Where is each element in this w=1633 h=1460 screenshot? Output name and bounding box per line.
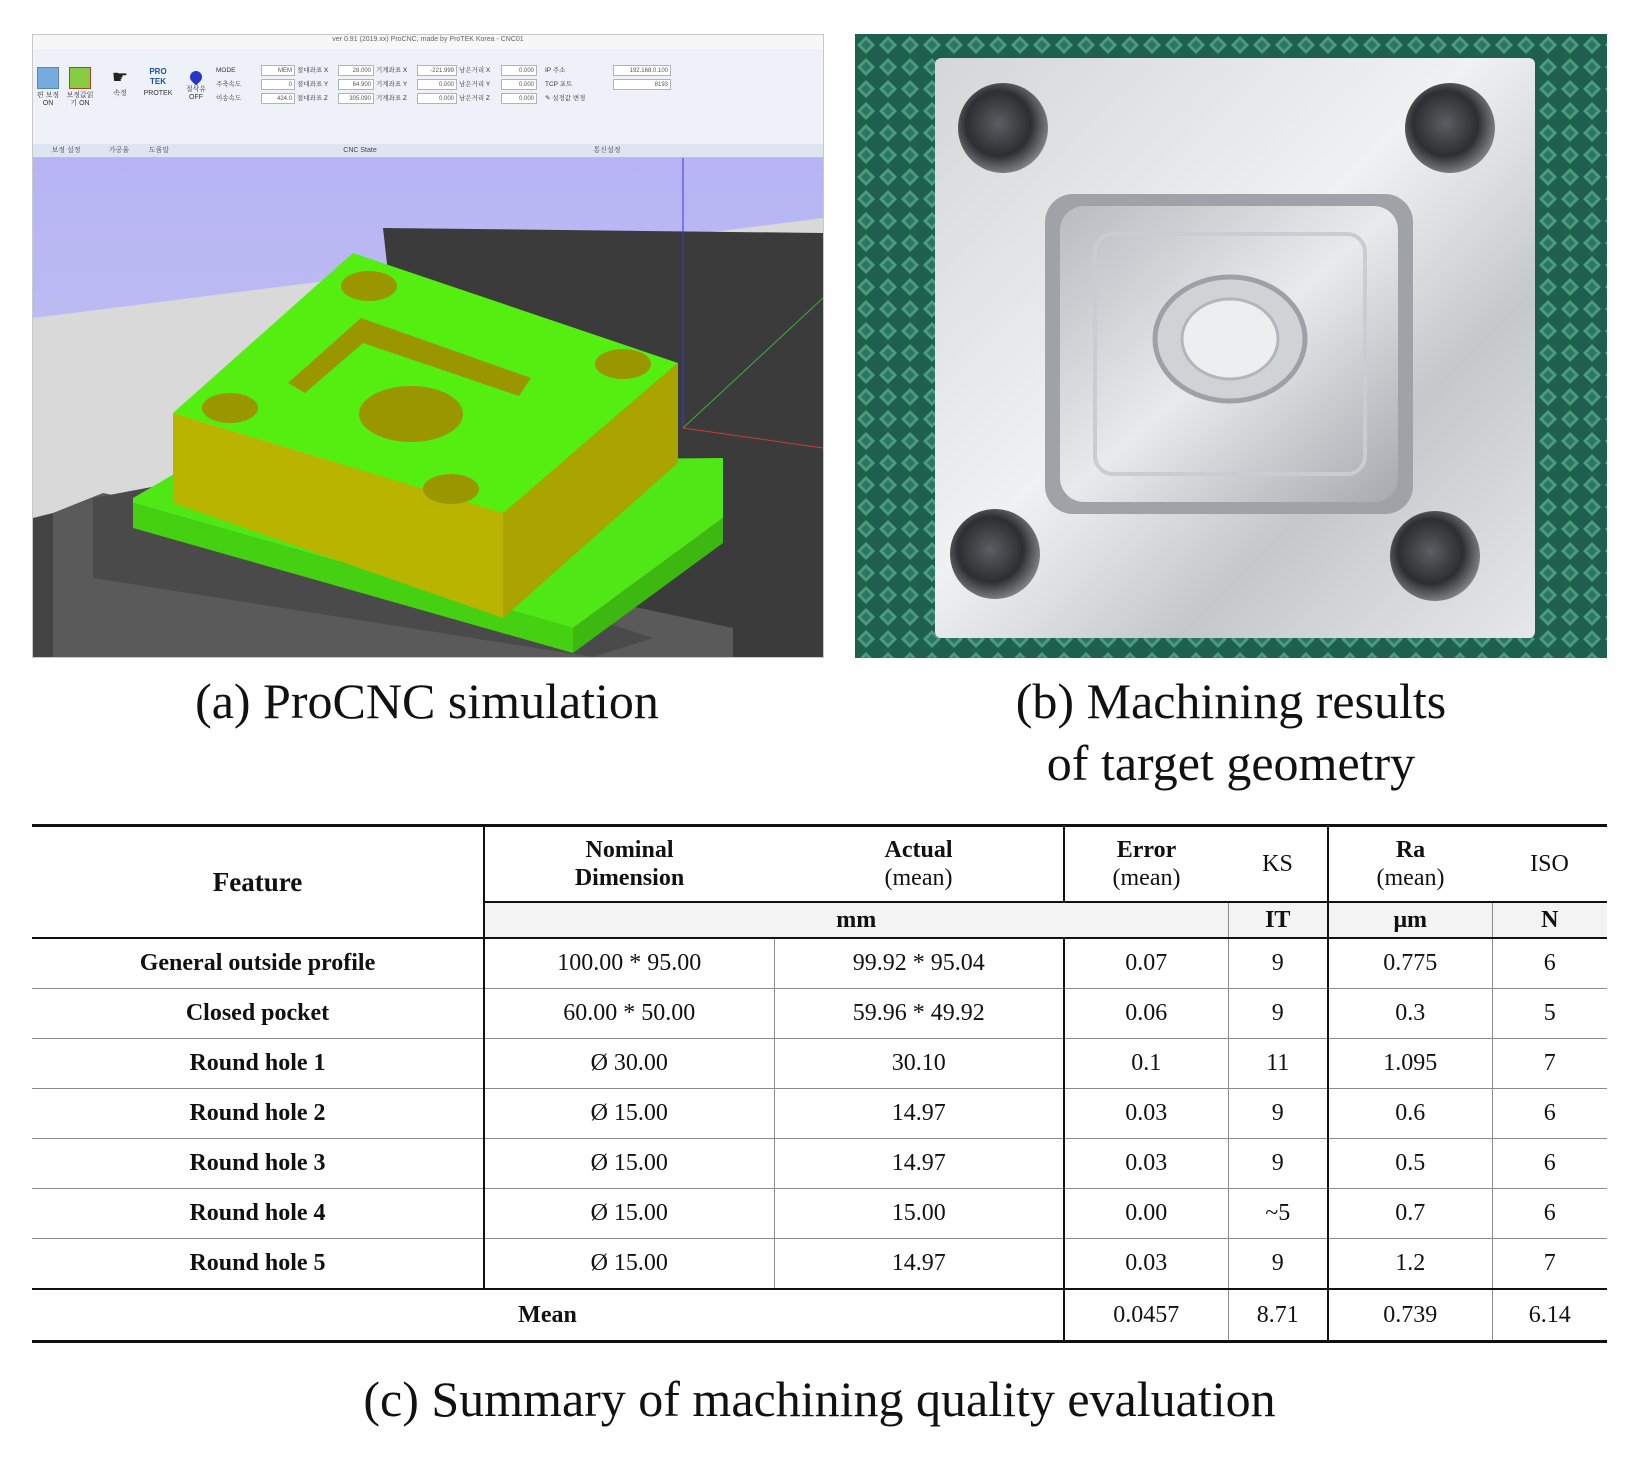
mean-error: 0.0457 (1064, 1289, 1228, 1342)
table-row (32, 1089, 1607, 1139)
unit-um: μm (1328, 902, 1492, 938)
table-row (32, 989, 1607, 1039)
header-ra-line2: (mean) (1376, 865, 1445, 891)
row-iso: 6 (1492, 1139, 1607, 1189)
group-comm: 통신설정 (541, 144, 674, 157)
table-row (32, 938, 1607, 989)
table-row (32, 1039, 1607, 1089)
row-nominal: 60.00 * 50.00 (484, 989, 774, 1039)
mac-x-label: 기계좌표 X (376, 67, 408, 74)
speed-button[interactable] (105, 67, 135, 98)
row-ra: 1.095 (1328, 1039, 1492, 1089)
corner-hole-front (423, 474, 479, 504)
row-error: 0.07 (1064, 938, 1228, 989)
rem-x-label: 남은거리 X (459, 67, 491, 74)
row-feature: Round hole 1 (32, 1039, 484, 1089)
unit-it: IT (1228, 902, 1328, 938)
spindle-label: 이송속도 (216, 95, 242, 102)
corner-hole-top-right (1405, 83, 1495, 173)
row-actual: 59.96 * 49.92 (774, 989, 1064, 1039)
table-row (32, 1239, 1607, 1290)
header-iso: ISO (1492, 826, 1607, 903)
row-iso: 7 (1492, 1239, 1607, 1290)
abs-y-value: 64.900 (338, 79, 374, 90)
row-ks: 9 (1228, 1239, 1328, 1290)
offset-read-button[interactable] (65, 67, 95, 108)
row-error: 0.06 (1064, 989, 1228, 1039)
ribbon-toolbar (33, 49, 823, 158)
rem-y-value: 0.000 (501, 79, 537, 90)
mac-y-label: 기계좌표 Y (376, 81, 408, 88)
port-label: TCP 포트 (545, 81, 573, 88)
mac-y-value: 0.000 (417, 79, 457, 90)
ip-label: IP 주소 (545, 67, 566, 74)
row-feature: Closed pocket (32, 989, 484, 1039)
mean-ra: 0.739 (1328, 1289, 1492, 1342)
header-ks: KS (1228, 826, 1328, 903)
mac-z-label: 기계좌표 Z (376, 95, 407, 102)
unit-mm: mm (484, 902, 1228, 938)
header-ra-line1: Ra (1395, 837, 1426, 863)
header-actual-line2: (mean) (884, 865, 953, 891)
mac-x-value: -221.999 (417, 65, 457, 76)
rem-y-label: 남은거리 Y (459, 81, 491, 88)
coolant-button[interactable] (181, 67, 211, 102)
abs-x-value: 28.000 (338, 65, 374, 76)
abs-x-label: 절대좌표 X (297, 67, 329, 74)
rem-z-label: 남은거리 Z (459, 95, 490, 102)
machining-quality-table (32, 824, 1607, 1343)
row-iso: 6 (1492, 938, 1607, 989)
table-row (32, 1189, 1607, 1239)
row-ks: 9 (1228, 938, 1328, 989)
header-nominal-line1: Nominal (585, 837, 674, 863)
row-error: 0.03 (1064, 1139, 1228, 1189)
group-offset: 보정 설정 (33, 144, 100, 157)
caption-b-line1: (b) Machining results (1015, 673, 1447, 729)
abs-y-label: 절대좌표 Y (297, 81, 329, 88)
row-actual: 30.10 (774, 1039, 1064, 1089)
row-nominal: Ø 15.00 (484, 1139, 774, 1189)
mac-z-value: 0.000 (417, 93, 457, 104)
row-actual: 99.92 * 95.04 (774, 938, 1064, 989)
feed-icon: ☛ (111, 67, 129, 87)
header-nominal-line2: Dimension (574, 865, 685, 891)
offset-icon (37, 67, 59, 89)
machined-part-photo (855, 34, 1607, 658)
row-feature: Round hole 4 (32, 1189, 484, 1239)
row-ra: 0.3 (1328, 989, 1492, 1039)
row-ra: 0.5 (1328, 1139, 1492, 1189)
center-round-hole (359, 386, 463, 442)
corner-hole-back (341, 271, 397, 301)
row-nominal: Ø 30.00 (484, 1039, 774, 1089)
corner-hole-top-left (958, 83, 1048, 173)
row-feature: Round hole 3 (32, 1139, 484, 1189)
row-nominal: Ø 15.00 (484, 1239, 774, 1290)
mode-label: MODE (216, 67, 236, 74)
port-field[interactable]: 8193 (613, 79, 671, 90)
corner-hole-bottom-left (950, 509, 1040, 599)
header-ra (1328, 826, 1492, 903)
mean-ks: 8.71 (1228, 1289, 1328, 1342)
corner-hole-right (595, 349, 651, 379)
row-iso: 6 (1492, 1089, 1607, 1139)
offset-set-label: 편 보정 ON (36, 92, 60, 107)
protek-label: PROTEK (143, 90, 173, 97)
center-round-hole (1182, 299, 1278, 379)
row-error: 0.00 (1064, 1189, 1228, 1239)
row-actual: 15.00 (774, 1189, 1064, 1239)
row-feature: General outside profile (32, 938, 484, 989)
rem-x-value: 0.000 (501, 65, 537, 76)
group-rate: 가공율 (99, 144, 140, 157)
header-actual-line1: Actual (884, 837, 953, 863)
group-help: 도움말 (139, 144, 180, 157)
offset-read-label: 보정값읽기 ON (66, 92, 94, 107)
row-nominal: Ø 15.00 (484, 1089, 774, 1139)
row-iso: 7 (1492, 1039, 1607, 1089)
read-icon (69, 67, 91, 89)
coolant-label: 절삭유 OFF (185, 86, 207, 101)
procnc-simulation-screenshot (32, 34, 824, 658)
header-error-line2: (mean) (1112, 865, 1181, 891)
row-ra: 0.7 (1328, 1189, 1492, 1239)
feed-label: 주축속도 (216, 81, 242, 88)
corner-hole-left (202, 393, 258, 423)
row-nominal: 100.00 * 95.00 (484, 938, 774, 989)
group-empty (673, 144, 823, 157)
3d-viewport[interactable] (33, 158, 823, 657)
row-nominal: Ø 15.00 (484, 1189, 774, 1239)
header-feature: Feature (32, 826, 484, 939)
row-error: 0.1 (1064, 1039, 1228, 1089)
row-iso: 6 (1492, 1189, 1607, 1239)
row-ks: 11 (1228, 1039, 1328, 1089)
caption-c: (c) Summary of machining quality evaluation (363, 1371, 1276, 1427)
row-error: 0.03 (1064, 1089, 1228, 1139)
row-ks: ~5 (1228, 1189, 1328, 1239)
row-feature: Round hole 5 (32, 1239, 484, 1290)
row-ra: 0.6 (1328, 1089, 1492, 1139)
header-actual (774, 826, 1064, 903)
header-error-line1: Error (1116, 837, 1177, 863)
row-ks: 9 (1228, 1139, 1328, 1189)
mean-row (32, 1289, 1607, 1342)
feed-value: 0 (261, 79, 295, 90)
window-title: ver 0.91 (2019.xx) ProCNC, made by ProTEK Korea - CNC01 (33, 35, 823, 49)
caption-a: (a) ProCNC simulation (195, 673, 659, 729)
offset-set-button[interactable] (33, 67, 63, 108)
unit-n: N (1492, 902, 1607, 938)
abs-z-label: 절대좌표 Z (297, 95, 328, 102)
settings-change-button[interactable]: ✎ 설정값 변경 (545, 95, 586, 102)
corner-hole-bottom-right (1390, 511, 1480, 601)
spindle-value: 424.0 (261, 93, 295, 104)
mode-value: MEM (261, 65, 295, 76)
header-error (1064, 826, 1228, 903)
rem-z-value: 0.000 (501, 93, 537, 104)
row-error: 0.03 (1064, 1239, 1228, 1290)
row-iso: 5 (1492, 989, 1607, 1039)
caption-b-line2: of target geometry (1046, 735, 1416, 791)
row-ra: 0.775 (1328, 938, 1492, 989)
row-ra: 1.2 (1328, 1239, 1492, 1290)
row-ks: 9 (1228, 989, 1328, 1039)
table-row (32, 1139, 1607, 1189)
ip-field[interactable]: 192.168.0.100 (613, 65, 671, 76)
header-nominal (484, 826, 774, 903)
header-row (32, 826, 1607, 903)
abs-z-value: 305.090 (338, 93, 374, 104)
mean-label: Mean (32, 1289, 1064, 1342)
row-actual: 14.97 (774, 1139, 1064, 1189)
protek-button[interactable] (143, 67, 173, 98)
coolant-drop-icon (188, 69, 205, 86)
group-cnc-state: CNC State (179, 144, 542, 157)
row-ks: 9 (1228, 1089, 1328, 1139)
row-actual: 14.97 (774, 1089, 1064, 1139)
row-feature: Round hole 2 (32, 1089, 484, 1139)
protek-logo-icon: PRO TEK (149, 67, 167, 86)
row-actual: 14.97 (774, 1239, 1064, 1290)
caption-b (855, 670, 1607, 794)
speed-label: 속정 (113, 90, 127, 97)
mean-iso: 6.14 (1492, 1289, 1607, 1342)
